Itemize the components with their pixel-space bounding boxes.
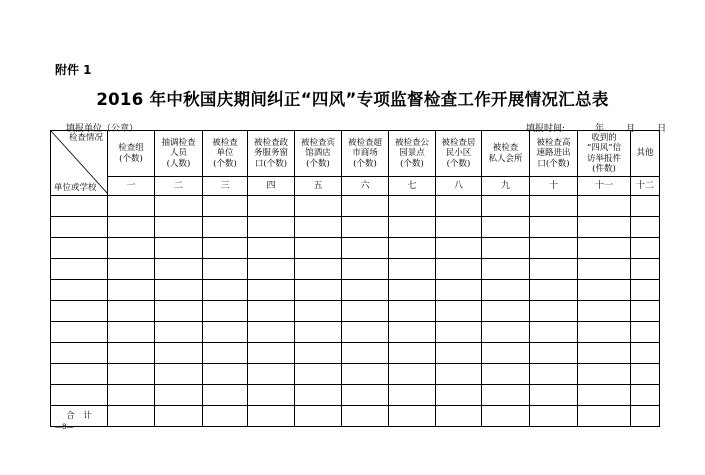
column-number: 二 bbox=[155, 177, 203, 196]
column-header-line: (个数) bbox=[119, 153, 143, 164]
table-cell bbox=[436, 217, 482, 238]
table-cell bbox=[295, 217, 342, 238]
table-cell bbox=[203, 196, 248, 217]
column-header-line: 人员 bbox=[169, 148, 187, 159]
table-cell bbox=[248, 322, 295, 343]
table-cell bbox=[530, 343, 578, 364]
column-header bbox=[482, 131, 530, 177]
table-cell bbox=[342, 301, 389, 322]
table-cell bbox=[51, 364, 108, 385]
table-cell bbox=[342, 259, 389, 280]
table-cell bbox=[389, 301, 436, 322]
column-number: 六 bbox=[342, 177, 389, 196]
table-cell bbox=[631, 280, 660, 301]
page-number: —8— bbox=[55, 423, 74, 431]
column-header bbox=[108, 131, 155, 177]
table-cell bbox=[51, 217, 108, 238]
table-cell bbox=[51, 280, 108, 301]
table-cell bbox=[155, 238, 203, 259]
table-cell bbox=[155, 385, 203, 406]
column-header-line: 务服务窗 bbox=[253, 148, 288, 159]
column-header-line: 被检查宾 bbox=[300, 137, 335, 148]
table-cell bbox=[51, 322, 108, 343]
table-cell bbox=[248, 238, 295, 259]
column-header-line: 被检查 bbox=[212, 137, 238, 148]
column-header-line: (个数) bbox=[353, 158, 377, 169]
column-header-line: (人数) bbox=[166, 158, 191, 169]
table-row bbox=[51, 301, 660, 322]
column-header-line: 抽调检查 bbox=[161, 137, 196, 148]
table-row bbox=[51, 238, 660, 259]
table-cell bbox=[389, 238, 436, 259]
table-row bbox=[51, 280, 660, 301]
column-header-line: 园景点 bbox=[399, 148, 425, 159]
table-cell bbox=[482, 238, 530, 259]
table-cell bbox=[389, 322, 436, 343]
table-cell bbox=[108, 280, 155, 301]
table-cell bbox=[108, 259, 155, 280]
column-header-line: 私人会所 bbox=[488, 153, 523, 164]
column-header-line: 被检查居 bbox=[441, 137, 476, 148]
column-header bbox=[295, 131, 342, 177]
table-cell bbox=[436, 280, 482, 301]
table-cell bbox=[342, 196, 389, 217]
table-cell bbox=[155, 322, 203, 343]
column-header bbox=[631, 131, 660, 177]
table-cell bbox=[631, 385, 660, 406]
column-number: 十二 bbox=[631, 177, 660, 196]
table-cell bbox=[530, 364, 578, 385]
table-cell bbox=[248, 343, 295, 364]
table-cell bbox=[436, 406, 482, 427]
table-cell bbox=[155, 406, 203, 427]
column-number: 九 bbox=[482, 177, 530, 196]
table-cell bbox=[342, 217, 389, 238]
table-cell bbox=[248, 259, 295, 280]
table-row bbox=[51, 259, 660, 280]
column-number: 三 bbox=[203, 177, 248, 196]
table-cell bbox=[631, 259, 660, 280]
column-header-line: (个数) bbox=[306, 158, 330, 169]
table-row bbox=[51, 217, 660, 238]
table-cell bbox=[51, 343, 108, 364]
column-number: 八 bbox=[436, 177, 482, 196]
table-cell bbox=[482, 343, 530, 364]
table-cell bbox=[155, 343, 203, 364]
column-header bbox=[248, 131, 295, 177]
table-cell bbox=[578, 217, 631, 238]
table-cell bbox=[51, 238, 108, 259]
column-header-line: (个数) bbox=[213, 158, 237, 169]
column-header-line: (个数) bbox=[400, 158, 424, 169]
column-header bbox=[389, 131, 436, 177]
table-cell bbox=[578, 196, 631, 217]
table-cell bbox=[248, 385, 295, 406]
table-cell bbox=[631, 238, 660, 259]
table-cell bbox=[51, 385, 108, 406]
table-cell bbox=[436, 364, 482, 385]
table-cell bbox=[248, 196, 295, 217]
table-cell bbox=[631, 364, 660, 385]
table-row bbox=[51, 343, 660, 364]
table-cell bbox=[578, 301, 631, 322]
table-cell bbox=[155, 217, 203, 238]
table-cell bbox=[482, 364, 530, 385]
table-cell bbox=[203, 343, 248, 364]
column-number: 十 bbox=[530, 177, 578, 196]
column-header-line: 民小区 bbox=[445, 148, 472, 159]
table-cell bbox=[530, 217, 578, 238]
column-number: 五 bbox=[295, 177, 342, 196]
table-cell bbox=[342, 385, 389, 406]
column-header-line: 单位 bbox=[216, 148, 234, 159]
column-header-line: 口(个数) bbox=[254, 158, 288, 169]
fill-time-text: 填报时间: bbox=[526, 124, 566, 134]
table-cell bbox=[203, 301, 248, 322]
table-cell bbox=[482, 280, 530, 301]
table-cell bbox=[389, 259, 436, 280]
column-header-line: 被检查 bbox=[492, 143, 519, 153]
fill-time-day: 日 bbox=[657, 124, 667, 134]
column-header bbox=[155, 131, 203, 177]
table-cell bbox=[108, 238, 155, 259]
table-cell bbox=[295, 385, 342, 406]
column-header-line: 收到的 bbox=[591, 132, 617, 143]
table-cell bbox=[631, 406, 660, 427]
column-number: 四 bbox=[248, 177, 295, 196]
table-cell bbox=[203, 217, 248, 238]
table-row bbox=[51, 385, 660, 406]
table-cell bbox=[530, 322, 578, 343]
table-cell bbox=[51, 301, 108, 322]
table-cell bbox=[578, 364, 631, 385]
table-cell bbox=[108, 385, 155, 406]
table-cell bbox=[155, 196, 203, 217]
summary-table bbox=[50, 130, 660, 427]
table-cell bbox=[436, 322, 482, 343]
table-cell bbox=[203, 364, 248, 385]
table-cell bbox=[295, 406, 342, 427]
table-cell bbox=[389, 196, 436, 217]
table-cell bbox=[51, 196, 108, 217]
column-header-line: 口(个数) bbox=[537, 158, 570, 169]
table-cell bbox=[108, 301, 155, 322]
corner-cell bbox=[51, 131, 108, 196]
table-cell bbox=[530, 385, 578, 406]
column-header-line: “四风”信 bbox=[586, 143, 622, 153]
table-cell bbox=[295, 343, 342, 364]
table-cell bbox=[248, 301, 295, 322]
table-cell bbox=[248, 406, 295, 427]
table-cell bbox=[342, 364, 389, 385]
table-cell bbox=[203, 322, 248, 343]
table-cell bbox=[295, 364, 342, 385]
table-cell bbox=[342, 280, 389, 301]
table-cell bbox=[342, 238, 389, 259]
column-header-line: (个数) bbox=[446, 158, 471, 169]
table-cell bbox=[108, 217, 155, 238]
table-cell bbox=[631, 217, 660, 238]
table-cell bbox=[578, 343, 631, 364]
table-cell bbox=[342, 343, 389, 364]
table-cell bbox=[108, 196, 155, 217]
table-cell bbox=[436, 343, 482, 364]
table-cell bbox=[248, 364, 295, 385]
table-cell bbox=[389, 385, 436, 406]
table-cell bbox=[203, 385, 248, 406]
table-cell bbox=[530, 406, 578, 427]
column-header bbox=[578, 131, 631, 177]
table-cell bbox=[203, 238, 248, 259]
column-header-line: 其他 bbox=[636, 148, 654, 159]
corner-bottom-label: 单位或学校 bbox=[54, 182, 97, 193]
table-cell bbox=[108, 364, 155, 385]
table-cell bbox=[51, 259, 108, 280]
table-cell bbox=[108, 406, 155, 427]
table-cell bbox=[342, 406, 389, 427]
column-header-line: 市商场 bbox=[352, 148, 378, 159]
table-cell bbox=[482, 196, 530, 217]
table-cell bbox=[482, 217, 530, 238]
table-cell bbox=[482, 259, 530, 280]
table-cell bbox=[482, 322, 530, 343]
table-cell bbox=[295, 196, 342, 217]
table-cell bbox=[155, 259, 203, 280]
table-cell bbox=[482, 406, 530, 427]
column-header-line: 被检查高 bbox=[536, 137, 571, 148]
table-cell bbox=[108, 322, 155, 343]
table-cell bbox=[389, 217, 436, 238]
column-header bbox=[530, 131, 578, 177]
table-cell bbox=[578, 406, 631, 427]
corner-top-label: 检查情况 bbox=[68, 133, 103, 143]
column-number: 七 bbox=[389, 177, 436, 196]
header-row bbox=[51, 131, 660, 177]
column-header-line: 馆酒店 bbox=[305, 148, 331, 159]
column-header-line: (件数) bbox=[592, 164, 616, 174]
table-cell bbox=[482, 385, 530, 406]
table-cell bbox=[389, 406, 436, 427]
table-cell bbox=[530, 196, 578, 217]
table-cell bbox=[342, 322, 389, 343]
table-cell bbox=[578, 322, 631, 343]
table-cell bbox=[631, 196, 660, 217]
column-header bbox=[203, 131, 248, 177]
fill-time-year: 年 bbox=[595, 124, 605, 134]
column-header-line: 检查组 bbox=[118, 143, 144, 153]
table-cell bbox=[631, 322, 660, 343]
table-cell bbox=[530, 259, 578, 280]
table-cell bbox=[295, 301, 342, 322]
table-cell bbox=[631, 343, 660, 364]
table-cell bbox=[631, 301, 660, 322]
column-header-line: 速路进出 bbox=[536, 148, 571, 159]
column-number: 十一 bbox=[578, 177, 631, 196]
table-row bbox=[51, 364, 660, 385]
table-cell bbox=[436, 238, 482, 259]
table-cell bbox=[155, 364, 203, 385]
attachment-label: 附件 1 bbox=[55, 63, 92, 77]
column-header-line: 被检查公 bbox=[394, 137, 429, 148]
table-cell bbox=[155, 301, 203, 322]
fill-time-month: 月 bbox=[626, 124, 636, 134]
table-cell bbox=[530, 280, 578, 301]
table-cell bbox=[295, 280, 342, 301]
table-cell bbox=[482, 301, 530, 322]
table-cell bbox=[578, 280, 631, 301]
column-header-line: 被检查超 bbox=[347, 137, 382, 148]
table-cell bbox=[578, 259, 631, 280]
table-cell bbox=[436, 385, 482, 406]
total-row bbox=[51, 406, 660, 427]
table-row bbox=[51, 322, 660, 343]
table-cell bbox=[248, 280, 295, 301]
table-cell bbox=[108, 343, 155, 364]
table-row bbox=[51, 196, 660, 217]
table-cell bbox=[155, 280, 203, 301]
table-cell bbox=[436, 259, 482, 280]
table-cell bbox=[389, 280, 436, 301]
table-cell bbox=[295, 238, 342, 259]
page-title: 2016 年中秋国庆期间纠正“四风”专项监督检查工作开展情况汇总表 bbox=[96, 90, 609, 109]
table-cell bbox=[248, 217, 295, 238]
table-cell bbox=[295, 259, 342, 280]
table-cell bbox=[578, 238, 631, 259]
table-cell bbox=[203, 406, 248, 427]
column-header-line: 访举报件 bbox=[586, 153, 621, 164]
table-cell bbox=[436, 196, 482, 217]
table-cell bbox=[389, 343, 436, 364]
table-cell bbox=[389, 364, 436, 385]
fill-unit-label: 填报单位（公章） bbox=[66, 124, 139, 134]
table-cell bbox=[436, 301, 482, 322]
column-number: 一 bbox=[108, 177, 155, 196]
column-header bbox=[342, 131, 389, 177]
total-label: 合 计 bbox=[51, 406, 108, 427]
table-cell bbox=[295, 322, 342, 343]
column-header-line: 被检查政 bbox=[253, 137, 288, 148]
table-cell bbox=[203, 259, 248, 280]
table-cell bbox=[578, 385, 631, 406]
table-cell bbox=[530, 301, 578, 322]
table-cell bbox=[203, 280, 248, 301]
column-header bbox=[436, 131, 482, 177]
number-row bbox=[51, 177, 660, 196]
table-cell bbox=[530, 238, 578, 259]
